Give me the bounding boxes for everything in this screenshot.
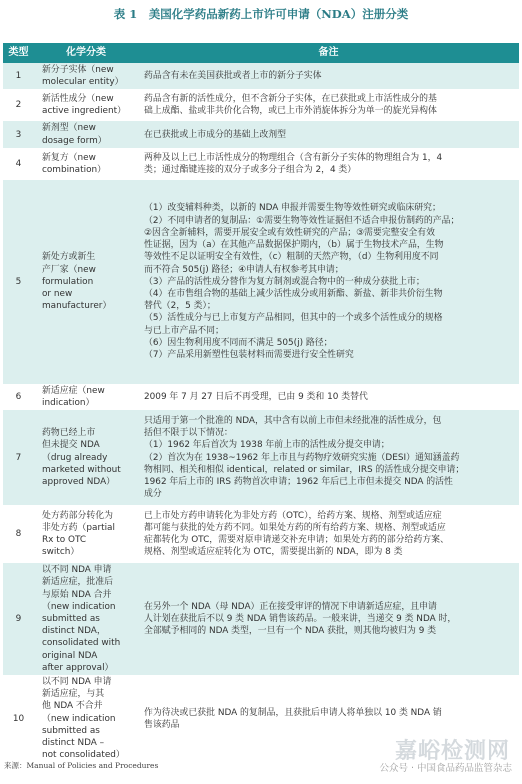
note-line: 替代（2，5 类）； <box>144 301 216 312</box>
category-line: active ingredient） <box>42 106 126 117</box>
table-row <box>3 89 519 121</box>
category-line: 非处方药（partial <box>42 523 115 534</box>
category-line: 药物已经上市 <box>42 428 96 439</box>
note-cell <box>138 63 519 89</box>
note-line: 在另外一个 NDA（母 NDA）正在接受审评的情况下申请新适应症，且申请 <box>144 601 437 612</box>
type-cell: 6 <box>3 384 34 410</box>
category-cell <box>34 180 138 384</box>
category-cell <box>34 410 138 505</box>
category-line: 新活性成分（new <box>42 94 114 105</box>
note-line: 规格、剂型或适应症转化为 OTC，需要提出新的 NDA，即为 8 类 <box>144 547 403 558</box>
type-cell: 7 <box>3 410 34 505</box>
category-line: distinct NDA – <box>42 738 105 749</box>
note-line: 在已获批或上市成分的基础上改剂型 <box>144 129 286 140</box>
note-line: 都可能与获批的处方药不同。如果处方药的所有给药方案、规格、剂型或适应 <box>144 523 446 534</box>
note-line: 而不符合 505(j) 路径；④申请人有权参考其申请； <box>144 264 344 275</box>
table-row <box>3 563 519 675</box>
note-line: （1）改变辅料种类，以新的 NDA 申报并需要生物等效性研究或临床研究； <box>144 203 441 214</box>
nda-classification-table <box>3 43 519 762</box>
category-line: indication） <box>42 398 95 409</box>
header-note: 备注 <box>138 43 519 63</box>
table-row <box>3 410 519 505</box>
note-line: 类；通过酯键连接的双分子或多分子组合为 2，4 类） <box>144 164 357 175</box>
category-line: 新分子实体（new <box>42 65 114 75</box>
category-line: switch） <box>42 547 80 558</box>
type-cell: 1 <box>3 63 34 89</box>
category-line: marketed without <box>42 464 121 475</box>
note-cell <box>138 180 519 384</box>
category-cell <box>34 148 138 180</box>
category-cell <box>34 505 138 563</box>
note-line: 与已上市产品不同； <box>144 325 224 336</box>
category-line: dosage form） <box>42 135 107 146</box>
note-line: 两种及以上已上市活性成分的物理组合（含有新分子实体的物理组合为 1，4 <box>144 152 443 163</box>
category-line: 但未提交 NDA <box>42 440 100 451</box>
note-cell <box>138 410 519 505</box>
note-line: 症都转化为 OTC，需要对原申请递交补充申请；如果处方药的部分给药方案、 <box>144 535 449 546</box>
header-row <box>3 43 519 63</box>
table-row <box>3 148 519 180</box>
note-line: 2009 年 7 月 27 日后不再受理，已由 9 类和 10 类替代 <box>144 391 368 402</box>
note-line: ②因含全新辅料，需要开展安全或有效性研究的产品；③需要完整安全有效 <box>144 227 436 238</box>
table-row <box>3 180 519 384</box>
watermark-account: 公众号 · 中国食品药品监管杂志 <box>379 763 512 774</box>
type-cell: 4 <box>3 148 34 180</box>
category-line: 处方药部分转化为 <box>42 510 113 521</box>
category-line: molecular entity） <box>42 77 124 88</box>
note-line: （3）产品的活性成分替作为复方制剂或混合物中的一种成分获批上市； <box>144 276 425 287</box>
category-line: or new <box>42 288 73 299</box>
note-cell <box>138 121 519 147</box>
category-line: （new indication <box>42 601 116 612</box>
note-cell <box>138 563 519 675</box>
note-line: （1）1962 年后首次为 1938 年前上市的活性成分提交申请； <box>144 440 390 451</box>
category-line: submitted as <box>42 614 100 625</box>
note-line: 药品含有新的活性成分，但不含新分子实体，在已获批或上市活性成分的基 <box>144 94 437 105</box>
note-line: （2）不同申请者的复制品：①需要生物等效性证据但不适合申报仿制药的产品； <box>144 215 460 226</box>
note-line: （5）活性成分与已上市复方产品相同，但其中的一个或多个活性成分的规格 <box>144 313 443 324</box>
category-line: original NDA <box>42 650 98 661</box>
note-line: 物相同、相关和相似 identical，related or similar，IRS 的活性成分提交申请； <box>144 464 465 475</box>
category-line: （new indication <box>42 713 116 724</box>
table-row <box>3 384 519 410</box>
note-line: 已上市处方药申请转化为非处方药（OTC），给药方案、规格、剂型或适应症 <box>144 510 442 521</box>
note-line: 药品含有未在美国获批或者上市的新分子实体 <box>144 71 322 82</box>
type-cell: 9 <box>3 563 34 675</box>
note-line: 只适用于第一个批准的 NDA，其中含有以前上市但未经批准的活性成分，包 <box>144 416 442 426</box>
note-cell <box>138 384 519 410</box>
category-line: 新复方（new <box>42 152 96 163</box>
note-line: 作为待决或已获批 NDA 的复制品，且获批后申请人将单独以 10 类 NDA 销 <box>144 707 442 718</box>
watermark-logo-text: 嘉峪检测网 <box>394 739 510 764</box>
category-cell <box>34 384 138 410</box>
table-title: 表 1 美国化学药品新药上市许可申请（NDA）注册分类 <box>113 7 409 21</box>
category-line: not consolidated） <box>42 750 125 761</box>
header-type: 类型 <box>3 43 34 63</box>
category-line: 新处方或新生 <box>42 252 96 263</box>
header-category: 化学分类 <box>34 43 138 63</box>
note-line: 售该药品 <box>144 719 180 730</box>
table-row <box>3 675 519 762</box>
note-cell <box>138 675 519 762</box>
category-line: formulation <box>42 276 94 287</box>
note-line: 成分 <box>144 489 162 500</box>
category-cell <box>34 563 138 675</box>
note-line: （4）在市售组合物的基础上减少活性成分或用新酯、新盐、新非共价衍生物 <box>144 288 443 299</box>
category-line: 以不同 NDA 申请 <box>42 677 112 688</box>
category-line: approved NDA） <box>42 477 116 488</box>
category-line: 新适应症（new <box>42 385 105 396</box>
category-line: 新剂型（new <box>42 123 96 134</box>
category-line: consolidated with <box>42 638 121 649</box>
category-line: 新适应症，批准后 <box>42 577 113 588</box>
category-line: Rx to OTC <box>42 535 87 546</box>
table-row <box>3 505 519 563</box>
note-line: 括但不限于以下情况： <box>144 428 233 439</box>
note-line: 础上成酯、盐或非共价化合物，或已上市外消旋体拆分为单一的旋光异构体 <box>144 106 437 117</box>
note-line: 人计划在获批后不以 9 类 NDA 销售该药品。一般来讲，当递交 9 类 NDA 时， <box>144 614 457 625</box>
category-cell <box>34 63 138 89</box>
category-line: 以不同 NDA 申请 <box>42 565 112 576</box>
source-footnote: 来源：Manual of Policies and Procedures <box>4 761 159 770</box>
category-cell <box>34 675 138 762</box>
table-row <box>3 63 519 89</box>
table-row <box>3 121 519 147</box>
category-cell <box>34 89 138 121</box>
category-line: distinct NDA， <box>42 626 106 637</box>
type-cell: 5 <box>3 180 34 384</box>
category-line: 产厂家（new <box>42 264 96 275</box>
note-line: 等效性不足以证明安全有效性，（c）粗制的天然产物，（d）生物利用度不同 <box>144 252 439 263</box>
category-line: submitted as <box>42 725 100 736</box>
note-line: 全部赋予相同的 NDA 类型，一旦有一个 NDA 获批，则其他均被归为 9 类 <box>144 626 437 637</box>
note-line: 性证据，因为（a）在其他产品数据保护期内，（b）属于生物技术产品，生物 <box>144 240 444 251</box>
note-cell <box>138 505 519 563</box>
category-line: combination） <box>42 164 106 175</box>
category-line: after approval） <box>42 662 114 673</box>
note-line: 1962 年后上市的 IRS 药物首次申请；1962 年后已上市但未提交 NDA 的活性 <box>144 477 453 488</box>
category-cell <box>34 121 138 147</box>
type-cell: 3 <box>3 121 34 147</box>
category-line: 他 NDA 不合并 <box>42 701 103 712</box>
note-cell <box>138 148 519 180</box>
note-line: （6）因生物利用度不同而不满足 505(j) 路径； <box>144 337 333 348</box>
type-cell: 2 <box>3 89 34 121</box>
note-cell <box>138 89 519 121</box>
note-line: （2）首次为在 1938~1962 年上市且与药物疗效研究实施（DESI）通知涵盖药 <box>144 452 460 463</box>
type-cell: 8 <box>3 505 34 563</box>
category-line: 与原始 NDA 合并 <box>42 589 112 600</box>
category-line: （drug already <box>42 452 108 463</box>
category-line: 新适应症，与其 <box>42 689 105 700</box>
type-cell: 10 <box>3 675 34 762</box>
note-line: （7）产品采用新塑性包装材料而需要进行安全性研究 <box>144 349 354 360</box>
category-line: manufacturer） <box>42 301 112 312</box>
